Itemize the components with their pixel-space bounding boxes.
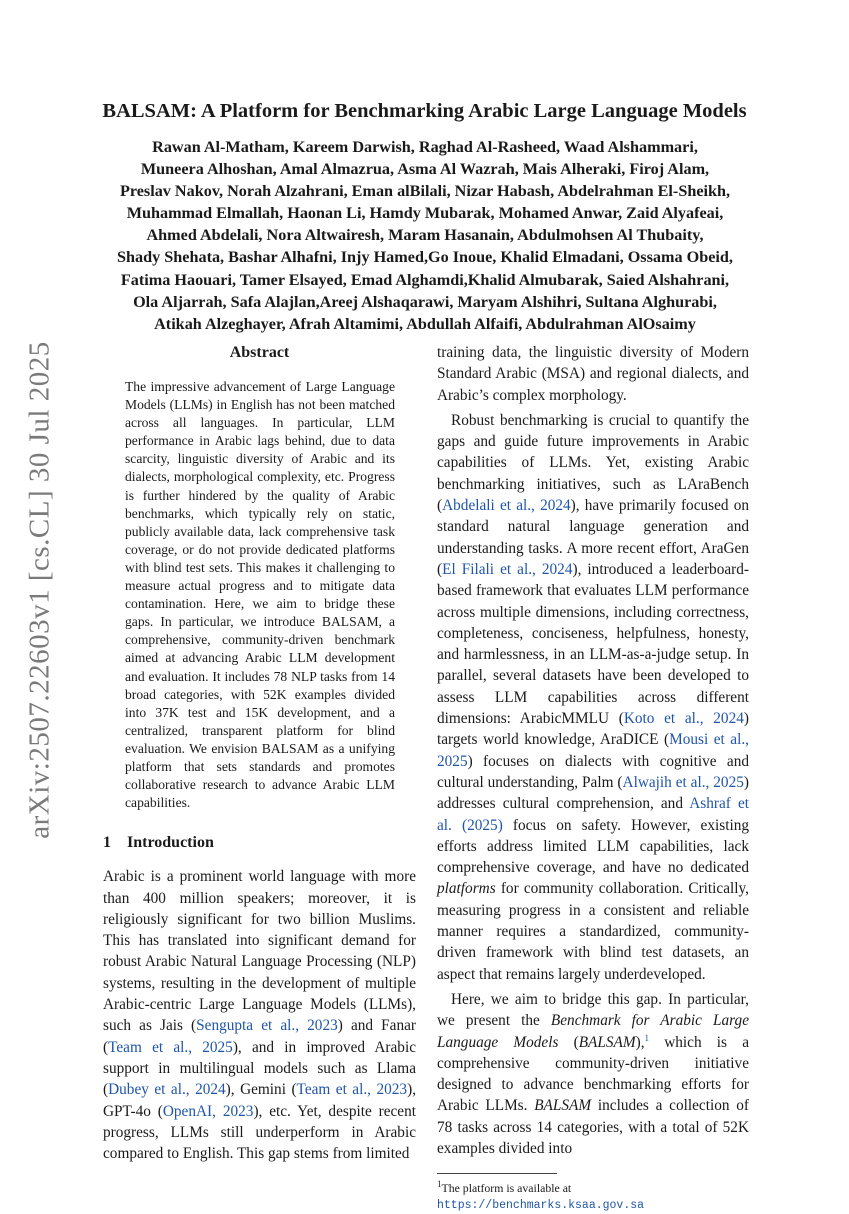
author-line: Ahmed Abdelali, Nora Altwairesh, Maram Hasanain, Abdulmohsen Al Thubaity, [146,226,704,245]
citation-link[interactable]: El Filali et al., 2024 [442,560,573,578]
section-number: 1 [103,834,111,852]
citation-link[interactable]: Mousi et al., 2025 [437,731,749,770]
paper-title: BALSAM: A Platform for Benchmarking Arabic Large Language Models [102,100,747,122]
author-line: Muneera Alhoshan, Amal Almazrua, Asma Al Wazrah, Mais Alheraki, Firoj Alam, [140,160,710,179]
author-line: Atikah Alzeghayer, Afrah Altamimi, Abdullah Alfaifi, Abdulrahman AlOsaimy [154,314,696,333]
right-column [437,342,749,1214]
citation-link[interactable]: Team et al., 2025 [108,1038,233,1056]
author-line: Muhammad Elmallah, Haonan Li, Hamdy Mubarak, Mohamed Anwar, Zaid Alyafeai, [126,204,724,223]
citation-link[interactable]: Team et al., 2023 [296,1081,408,1099]
author-line: Ola Aljarrah, Safa Alajlan,Areej Alshaqarawi, Maryam Alshihri, Sultana Alghurabi, [133,292,717,311]
author-line: Fatima Haouari, Tamer Elsayed, Emad Alghamdi,Khalid Almubarak, Saied Alshahrani, [120,270,730,289]
section-title: Introduction [127,834,214,852]
emphasis: BALSAM [578,1033,636,1051]
citation-link[interactable]: Sengupta et al., 2023 [196,1017,338,1035]
section-heading-introduction [103,832,416,854]
emphasis: Benchmark for Arabic Large Language Models [437,1012,749,1051]
abstract-heading: Abstract [229,344,290,361]
abstract-body: The impressive advancement of Large Language Models (LLMs) in English has not been matched across all languages. In particular, LLM performance in Arabic lags behind, due to data scarcity, linguistic diversity of Arabic and its dialects, morphological complexity, etc. Progress is further hindered by the quality of Arabic benchmarks, which typically rely on static, publicly available data, lack comprehensive task coverage, or do not provide dedicated platforms with blind test sets. This makes it challenging to measure actual progress and to mitigate data contamination. Here, we aim to bridge these gaps. In particular, we introduce BALSAM, a comprehensive, community-driven benchmark aimed at advancing Arabic LLM development and evaluation. It includes 78 NLP tasks from 14 broad categories, with 52K examples divided into 37K test and 15K development, and a centralized, transparent platform for blind evaluation. We envision BALSAM as a unifying platform that sets standards and promotes collaborative research to advance Arabic LLM capabilities. [125,379,395,811]
author-list [96,136,754,335]
left-column [103,342,416,1164]
author-line: Shady Shehata, Bashar Alhafni, Injy Hamed,Go Inoue, Khalid Elmadani, Ossama Obeid, [117,248,733,267]
citation-link[interactable]: Alwajih et al., 2025 [622,773,744,791]
intro-paragraph-1: Arabic is a prominent world language with more than 400 million speakers; moreover, it is religiously significant for two billion Muslims. This has translated into significant demand for robust Arabic Natural Language Processing (NLP) systems, resulting in the development of multiple Arabic-centric Large Language Models (LLMs), such as Jais (Sengupta et al., 2023) and Fanar (Team et al., 2025), and in improved Arabic support in multilingual models such as Llama (Dubey et al., 2024), Gemini (Team et al., 2023), GPT-4o (OpenAI, 2023), etc. Yet, despite recent progress, LLMs still underperform in Arabic compared to English. This gap stems from limited [103,868,417,1163]
citation-link[interactable]: Abdelali et al., 2024 [442,497,571,515]
platform-url-link[interactable]: https://benchmarks.ksaa.gov.sa [437,1199,645,1213]
intro-paragraph-2: Robust benchmarking is crucial to quantify the gaps and guide future improvements in Arabic capabilities of LLMs. Yet, existing Arabic benchmarking initiatives, such as LAraBench (Abdelali et al., 2024), have primarily focused on standard natural language generation and understanding tasks. A more recent effort, AraGen (El Filali et al., 2024), introduced a leaderboard-based framework that evaluates LLM performance across multiple dimensions, including correctness, completeness, conciseness, helpfulness, honesty, and harmlessness, in an LLM-as-a-judge setup. In parallel, several datasets have been developed to assess LLM capabilities across different dimensions: ArabicMMLU (Koto et al., 2024) targets world knowledge, AraDICE (Mousi et al., 2025) focuses on dialects with cognitive and cultural understanding, Palm (Alwajih et al., 2025) addresses cultural comprehension, and Ashraf et al. (2025) focus on safety. However, existing efforts address limited LLM capabilities, lack comprehensive coverage, and have no dedicated platforms for community collaboration. Critically, measuring progress in a consistent and reliable manner requires a standardized, community-driven framework with blind test datasets, an aspect that remains largely underdeveloped. [437,411,749,983]
citation-link[interactable]: Koto et al., 2024 [623,710,744,728]
author-line: Rawan Al-Matham, Kareem Darwish, Raghad Al-Rasheed, Waad Alshammari, [152,138,698,156]
footnote-divider [437,1173,557,1174]
citation-link[interactable]: Dubey et al., 2024 [108,1081,226,1099]
author-line: Preslav Nakov, Norah Alzahrani, Eman alBilali, Nizar Habash, Abdelrahman El-Sheikh, [119,182,731,201]
intro-paragraph-1-continued: training data, the linguistic diversity of Modern Standard Arabic (MSA) and regional dialects, and Arabic’s complex morphology. [437,344,749,404]
footnote: $^1$The platform is available at https://benchmarks.ksaa.gov.sa [437,1179,645,1213]
citation-link[interactable]: OpenAI, 2023 [162,1102,254,1120]
emphasis: platforms [437,880,496,898]
intro-paragraph-3: Here, we aim to bridge this gap. In particular, we present the Benchmark for Arabic Large Language Models (BALSAM),$^1$ which is a comprehensive community-driven initiative designed to advance benchmarking efforts for Arabic LLMs. BALSAM includes a collection of 78 tasks across 14 categories, with a total of 52K examples divided into [437,990,749,1157]
footnote-mark: 1 [437,1179,442,1190]
footnote-reference[interactable]: 1 [644,1032,650,1043]
citation-link[interactable]: Ashraf et al. (2025) [437,795,749,834]
emphasis: BALSAM [534,1097,592,1115]
arxiv-identifier: arXiv:2507.22603v1 [cs.CL] 30 Jul 2025 [23,341,56,839]
arxiv-sidebar [0,341,80,839]
